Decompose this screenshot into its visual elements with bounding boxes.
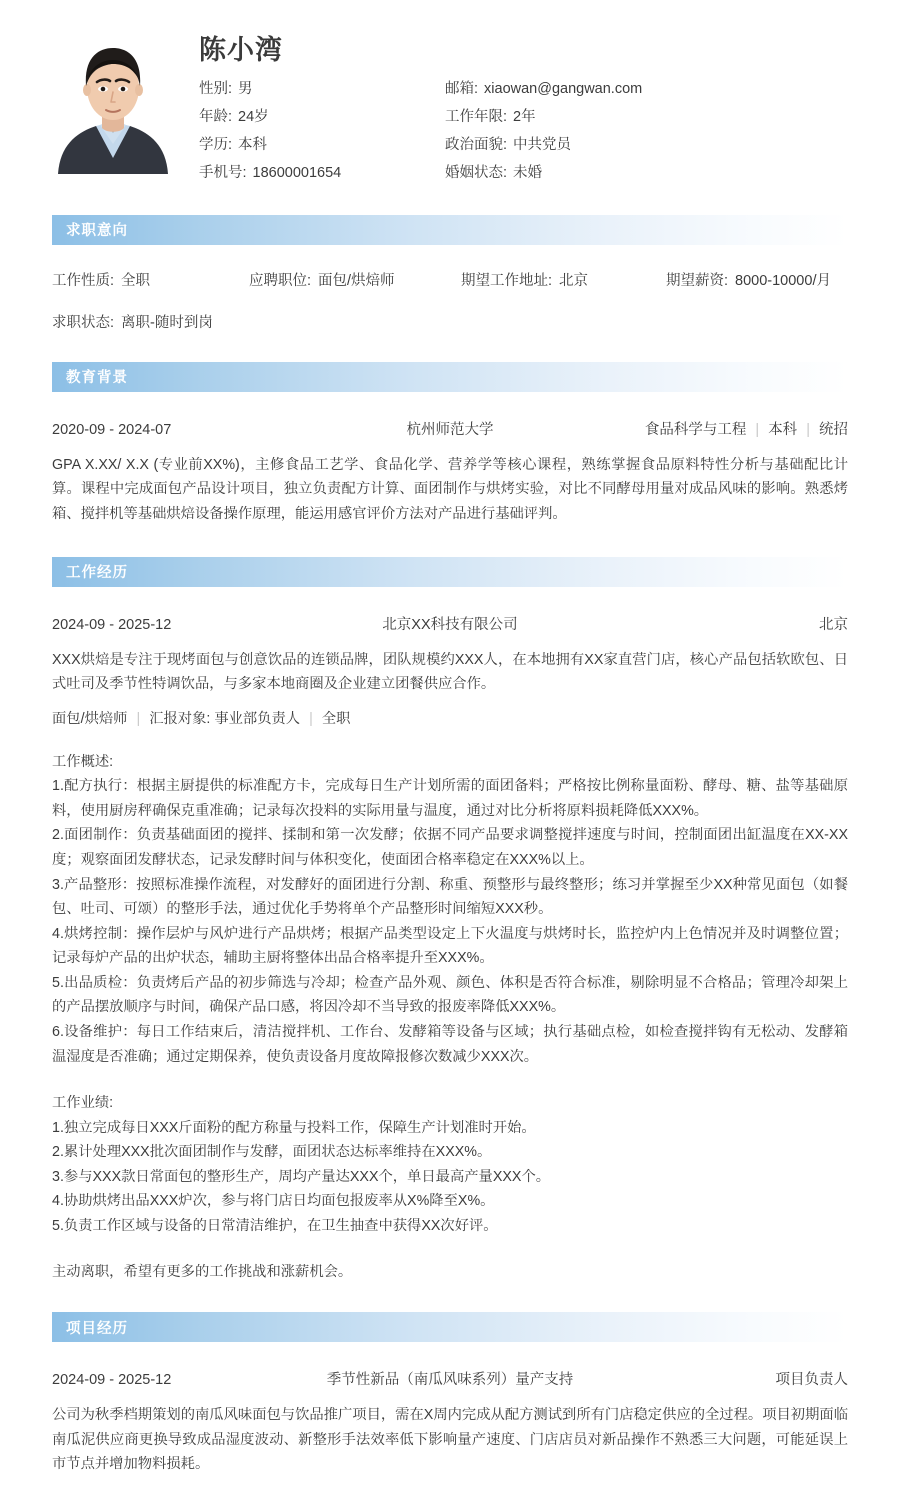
section-title-project: 项目经历 [66,1320,128,1337]
list-item: 2.面团制作：负责基础面团的搅拌、揉制和第一次发酵；依据不同产品要求调整搅拌速度与时间，控制面团出缸温度在XX-XX度；观察面团发酵状态，记录发酵时间与体积变化，使面团合格率稳定在XXX%以上。 [52,827,848,868]
separator-icon: | [309,710,313,727]
intention-row-2 [52,290,848,362]
intention-position-label: 应聘职位: [249,272,312,289]
education-date: 2020-09 - 2024-07 [52,421,172,438]
education-description: GPA X.XX/ X.X (专业前XX%)，主修食品工艺学、食品化学、营养学等核心课程，熟练掌握食品原料特性分析与基础配比计算。课程中完成面包产品设计项目，独立负责配方计算、面团制作与烘烤实验，对比不同酵母用量对成品风味的影响。熟悉烤箱、搅拌机等基础烘焙设备操作原理，能运用感官评价方法对产品进行基础评判。 [52,456,848,522]
info-gender-label: 性别: [199,81,233,98]
avatar [52,32,174,174]
info-degree-value: 本科 [238,137,268,154]
section-header-work [52,557,848,587]
section-title-education: 教育背景 [66,370,128,387]
info-degree-label: 学历: [199,137,233,154]
work-company-intro: XXX烘焙是专注于现烤面包与创意饮品的连锁品牌，团队规模约XXX人，在本地拥有XX家直营门店，核心产品包括软欧包、日式吐司及季节性特调饮品，与多家本地商圈及企业建立团餐供应合作。 [52,651,848,693]
list-item: 3.参与XXX款日常面包的整形生产，周均产量达XXX个，单日最高产量XXX个。 [52,1168,551,1185]
personal-info-grid [199,80,848,182]
intention-salary-value: 8000-10000/月 [735,272,831,289]
intention-salary [666,269,831,290]
education-degree: 本科 [768,421,798,438]
info-marital-status-label: 婚姻状态: [445,164,508,181]
list-item: 4.协助烘烤出品XXX炉次，参与将门店日均面包报废率从X%降至X%。 [52,1193,495,1210]
header-main [174,32,848,183]
work-role-title: 面包/烘焙师 [52,710,128,727]
work-report-to: 汇报对象: 事业部负责人 [149,710,301,727]
info-phone-label: 手机号: [199,164,247,181]
info-age-label: 年龄: [199,109,233,126]
work-employment-type: 全职 [321,710,351,727]
info-marital-status [445,164,848,183]
education-school: 杭州师范大学 [406,421,494,438]
project-role: 项目负责人 [775,1372,848,1389]
intention-location-value: 北京 [559,272,589,289]
work-achievements-title: 工作业绩: [52,1095,114,1112]
education-meta [585,418,848,439]
info-email-label: 邮箱: [445,81,479,98]
intention-job-nature [52,269,249,290]
list-item: 4.烘烤控制：操作层炉与风炉进行产品烘烤；根据产品类型设定上下火温度与烘烤时长，监控炉内上色情况并及时调整位置；记录每炉产品的出炉状态，辅助主厨将整体出品合格率提升至XXX%。 [52,925,848,967]
project-name: 季节性新品（南瓜风味系列）量产支持 [326,1372,574,1389]
section-header-intention [52,215,848,245]
list-item: 5.负责工作区域与设备的日常清洁维护，在卫生抽查中获得XX次好评。 [52,1218,498,1235]
resume-header [0,0,900,183]
info-experience-years [445,108,848,127]
list-item: 1.配方执行：根据主厨提供的标准配方卡，完成每日生产计划所需的面团备料；严格按比例称量面粉、酵母、糖、盐等基础原料，使用厨房秤确保克重准确；记录每次投料的实际用量与温度，通过对比分析将原料损耗降低XXX%。 [52,778,848,819]
section-title-intention: 求职意向 [66,223,128,240]
section-body-education [0,392,900,557]
info-phone-value: 18600001654 [252,164,342,181]
info-experience-years-value: 2年 [513,109,536,126]
intention-location-label: 期望工作地址: [461,272,553,289]
info-age-value: 24岁 [238,109,269,126]
work-achievements-list [52,1116,848,1239]
work-role-meta [52,708,848,728]
project-description: 公司为秋季档期策划的南瓜风味面包与饮品推广项目，需在X周内完成从配方测试到所有门店稳定供应的全过程。项目初期面临南瓜泥供应商更换导致成品湿度波动、新整形手法效率低下影响量产速度、门店店员对新品操作不熟悉三大问题，可能延误上市节点并增加物料损耗。 [52,1407,848,1473]
separator-icon: | [806,421,810,438]
work-entry-head [52,587,848,634]
info-political-status-value: 中共党员 [513,137,572,154]
intention-row-1 [52,245,848,290]
education-entry-head [52,392,848,439]
info-experience-years-label: 工作年限: [445,109,508,126]
section-body-project [0,1342,900,1501]
section-title-work: 工作经历 [66,565,128,581]
info-degree [199,136,445,155]
work-location: 北京 [818,616,848,633]
intention-salary-label: 期望薪资: [666,272,729,289]
section-header-project [52,1312,848,1342]
list-item: 2.累计处理XXX批次面团制作与发酵，面团状态达标率维持在XXX%。 [52,1144,492,1161]
page-title: 陈小湾 [199,35,283,65]
info-marital-status-value: 未婚 [513,164,543,181]
education-admission-type: 统招 [818,421,848,438]
intention-job-status-value: 离职-随时到岗 [121,314,213,331]
education-major: 食品科学与工程 [644,421,747,438]
list-item: 5.出品质检：负责烤后产品的初步筛选与冷却；检查产品外观、颜色、体积是否符合标准，剔除明显不合格品；管理冷却架上的产品摆放顺序与时间，确保产品口感，将因冷却不当导致的报废率降低XXX%。 [52,974,848,1016]
list-item: 1.独立完成每日XXX斤面粉的配方称量与投料工作，保障生产计划准时开始。 [52,1119,536,1136]
project-entry-head [52,1342,848,1389]
work-closing-note: 主动离职，希望有更多的工作挑战和涨薪机会。 [52,1263,353,1280]
info-political-status [445,136,848,155]
info-email [445,80,848,99]
project-date: 2024-09 - 2025-12 [52,1372,172,1389]
list-item: 3.产品整形：按照标准操作流程，对发酵好的面团进行分割、称重、预整形与最终整形；练习并掌握至少XX种常见面包（如餐包、吐司、可颂）的整形手法，通过优化手势将单个产品整形时间缩短XXX秒。 [52,876,848,918]
info-age [199,108,445,127]
intention-position [249,269,461,290]
section-body-intention [0,245,900,362]
intention-job-nature-value: 全职 [121,272,151,289]
separator-icon: | [136,710,141,727]
work-company: 北京XX科技有限公司 [382,616,518,633]
separator-icon: | [755,421,760,438]
intention-location [461,269,666,290]
info-email-value: xiaowan@gangwan.com [484,81,643,98]
list-item: 6.设备维护：每日工作结束后，清洁搅拌机、工作台、发酵箱等设备与区域；执行基础点检，如检查搅拌钩有无松动、发酵箱温湿度是否准确；通过定期保养，使负责设备月度故障报修次数减少XXX次。 [52,1024,848,1065]
section-header-education [52,362,848,392]
intention-job-status-label: 求职状态: [52,314,115,331]
section-body-work [0,587,900,1313]
profile-photo-icon [52,32,174,174]
work-date: 2024-09 - 2025-12 [52,616,172,633]
info-political-status-label: 政治面貌: [445,137,508,154]
info-gender [199,80,445,99]
intention-job-status [52,311,249,332]
info-phone [199,164,445,183]
work-duties-list [52,774,848,1069]
info-gender-value: 男 [238,81,253,98]
intention-job-nature-label: 工作性质: [52,272,115,289]
intention-position-value: 面包/烘焙师 [318,272,395,289]
work-duties-title: 工作概述: [52,753,114,770]
